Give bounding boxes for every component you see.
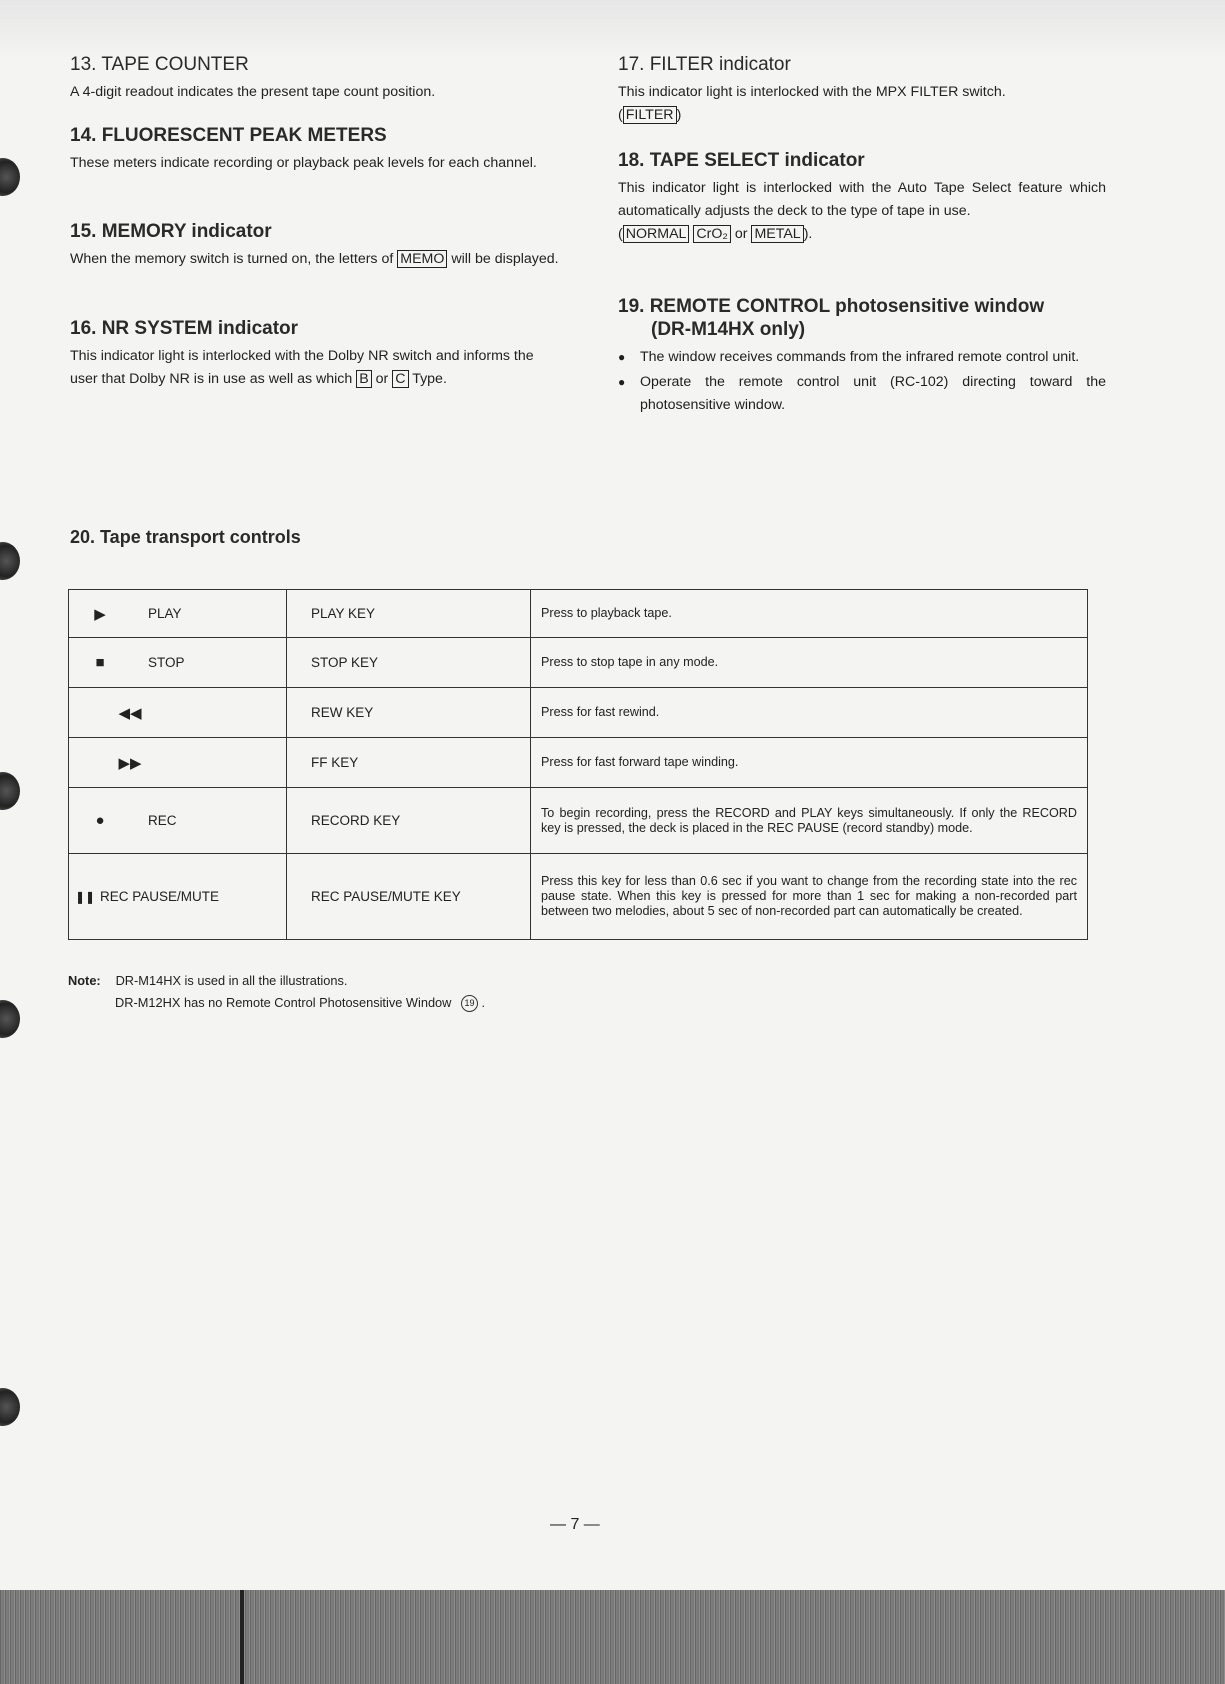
section-memory-indicator <box>70 221 560 271</box>
filter-box: FILTER <box>623 106 677 124</box>
description-cell: To begin recording, press the RECORD and PLAY keys simultaneously. If only the RECORD key is pressed, the deck is placed in the REC PAUSE (record standby) mode. <box>531 788 1088 854</box>
section-title: 20. Tape transport controls <box>70 527 301 547</box>
binder-hole <box>0 1388 20 1426</box>
transport-symbol-icon: ❚❚ <box>74 889 96 904</box>
key-cell: RECORD KEY <box>287 788 531 854</box>
section-title: 19. REMOTE CONTROL photosensitive window <box>618 296 1045 317</box>
section-title: 14. FLUORESCENT PEAK METERS <box>70 125 387 146</box>
body-text: This indicator light is interlocked with the MPX FILTER switch. <box>618 83 1006 100</box>
description-cell: Press this key for less than 0.6 sec if you want to change from the recording state into the rec pause state. When this key is pressed for more than 1 sec for making a non-recorded part between two melodies, about 5 sec of non-recorded part can automatically be created. <box>531 854 1088 940</box>
section-body: These meters indicate recording or playback peak levels for each channel. <box>70 154 537 171</box>
section-body <box>70 248 560 271</box>
table-row <box>69 788 1088 854</box>
section-body <box>618 81 1108 127</box>
transport-symbol-icon: ▶ <box>94 605 106 623</box>
memo-box: MEMO <box>397 250 447 268</box>
transport-label: PLAY <box>148 606 182 621</box>
symbol-cell <box>69 738 287 788</box>
paren: ) <box>676 106 682 123</box>
section-title: 16. NR SYSTEM indicator <box>70 318 299 339</box>
symbol-cell <box>69 854 287 940</box>
section-nr-system-indicator <box>70 318 555 391</box>
body-text: will be displayed. <box>451 250 559 267</box>
table-row <box>69 738 1088 788</box>
scan-edge-band <box>0 1590 1225 1684</box>
key-cell: REC PAUSE/MUTE KEY <box>287 854 531 940</box>
binder-hole <box>0 1000 20 1038</box>
body-text: or <box>375 370 389 387</box>
page-number: — 7 — <box>550 1516 600 1533</box>
list-item: ● The window receives commands from the infrared remote control unit. <box>618 346 1106 369</box>
transport-label: REC PAUSE/MUTE <box>100 889 220 904</box>
note-label: Note: <box>68 973 101 988</box>
transport-label: REC <box>148 813 177 828</box>
section-subtitle: (DR-M14HX only) <box>651 318 806 340</box>
key-cell: PLAY KEY <box>287 590 531 638</box>
transport-table <box>68 589 1088 940</box>
key-cell: STOP KEY <box>287 638 531 688</box>
c-box: C <box>392 370 408 388</box>
body-text: This indicator light is interlocked with the Auto Tape Select feature which automatically adjusts the deck to the type of tape in use. <box>618 179 1106 219</box>
section-tape-counter <box>70 54 570 104</box>
section-filter-indicator <box>618 54 1108 127</box>
binder-hole <box>0 542 20 580</box>
description-cell: Press for fast forward tape winding. <box>531 738 1088 788</box>
reference-circle: 19 <box>461 995 478 1012</box>
table-row <box>69 590 1088 638</box>
transport-symbol-icon: ◀◀ <box>118 704 142 722</box>
transport-symbol-icon: ▶▶ <box>118 754 142 772</box>
section-transport-controls <box>70 527 301 553</box>
key-cell: REW KEY <box>287 688 531 738</box>
description-cell: Press to stop tape in any mode. <box>531 638 1088 688</box>
note-end: . <box>481 995 486 1010</box>
note-line: DR-M12HX has no Remote Control Photosensitive Window <box>115 995 452 1010</box>
table-row <box>69 638 1088 688</box>
binder-hole <box>0 772 20 810</box>
metal-box: METAL <box>751 225 803 243</box>
body-text: When the memory switch is turned on, the letters of <box>70 250 394 267</box>
note-line: DR-M14HX is used in all the illustrations. <box>115 973 348 988</box>
symbol-cell <box>69 788 287 854</box>
page-shade <box>0 0 1225 60</box>
cro2-box: CrO₂ <box>693 225 731 243</box>
section-remote-control-window <box>618 296 1106 419</box>
description-cell: Press for fast rewind. <box>531 688 1088 738</box>
key-cell: FF KEY <box>287 738 531 788</box>
section-title: 15. MEMORY indicator <box>70 221 272 242</box>
binder-hole <box>0 158 20 196</box>
body-text: or <box>734 225 748 242</box>
section-body <box>70 345 555 391</box>
symbol-cell <box>69 688 287 738</box>
table-row <box>69 688 1088 738</box>
section-body <box>618 177 1106 246</box>
normal-box: NORMAL <box>623 225 690 243</box>
body-text: This indicator light is interlocked with the Dolby NR switch and informs the user that Dolby NR is in use as well as which <box>70 347 534 387</box>
section-title: 13. TAPE COUNTER <box>70 54 249 75</box>
paren: ( <box>618 106 623 123</box>
section-title: 17. FILTER indicator <box>618 54 791 75</box>
list-item: ● Operate the remote control unit (RC-102) directing toward the photosensitive window. <box>618 371 1106 417</box>
section-fluorescent-peak-meters <box>70 125 560 175</box>
symbol-cell <box>69 590 287 638</box>
section-title: 18. TAPE SELECT indicator <box>618 150 865 171</box>
note <box>68 970 485 1014</box>
section-tape-select-indicator <box>618 150 1106 246</box>
scan-edge-line <box>240 1590 244 1684</box>
section-body: A 4-digit readout indicates the present tape count position. <box>70 83 436 100</box>
paren: ( <box>618 225 623 242</box>
transport-symbol-icon: ● <box>95 812 105 829</box>
transport-label: STOP <box>148 655 185 670</box>
body-text: Type. <box>412 370 447 387</box>
bullet-list <box>618 346 1106 417</box>
transport-symbol-icon: ■ <box>95 654 105 671</box>
symbol-cell <box>69 638 287 688</box>
paren: ). <box>803 225 813 242</box>
description-cell: Press to playback tape. <box>531 590 1088 638</box>
b-box: B <box>356 370 371 388</box>
table-row <box>69 854 1088 940</box>
